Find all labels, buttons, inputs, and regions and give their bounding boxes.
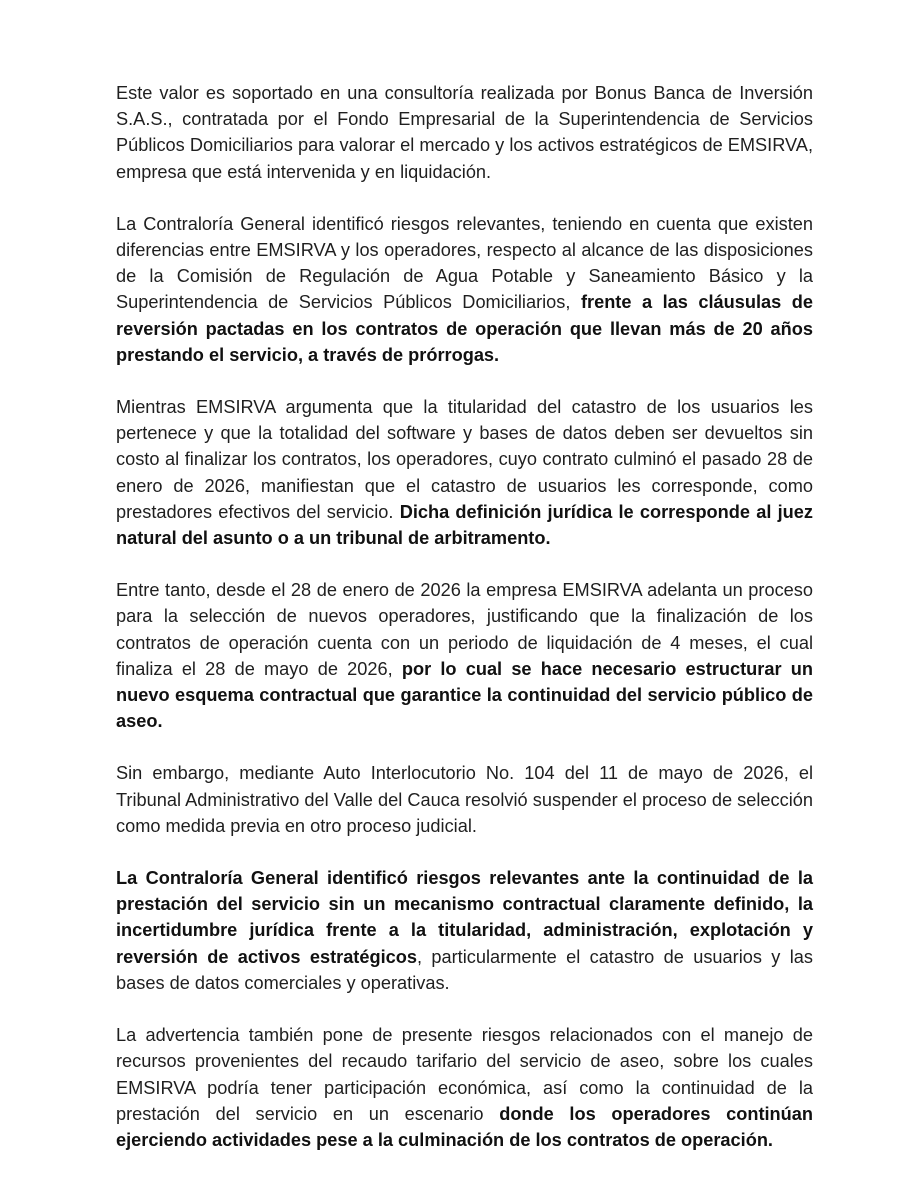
document-page — [116, 80, 813, 1179]
paragraph-text: Este valor es soportado en una consultoría realizada por Bonus Banca de Inversión S.A.S., contratada por el Fondo Empresarial de la Superintendencia de Servicios Públicos Domiciliarios para valorar el mercado y los activos estratégicos de EMSIRVA, empresa que está intervenida y en liquidación. — [116, 83, 813, 182]
paragraph-warning-resources — [116, 1022, 813, 1153]
paragraph-text: Sin embargo, mediante Auto Interlocutorio No. 104 del 11 de mayo de 2026, el Tribunal Administrativo del Valle del Cauca resolvió suspender el proceso de selección como medida previa en otro proceso judicial. — [116, 763, 813, 836]
paragraph-bold-text: Dicha definición jurídica le corresponde al juez natural del asunto o a un tribunal de arbitramento. — [116, 501, 813, 549]
paragraph-catastro-dispute — [116, 394, 813, 551]
paragraph-bold-text: La Contraloría General identificó riesgos relevantes ante la continuidad de la prestación del servicio sin un mecanismo contractual claramente definido, la incertidumbre jurídica frente a la titularidad, administración, explotación y reversión de activos estratégicos — [116, 868, 813, 967]
paragraph-bold-text: donde los operadores continúan ejerciendo actividades pese a la culminación de los contratos de operación. — [116, 1103, 813, 1150]
paragraph-tribunal-suspension — [116, 760, 813, 839]
paragraph-text: La advertencia también pone de presente riesgos relacionados con el manejo de recursos provenientes del recaudo tarifario del servicio de aseo, sobre los cuales EMSIRVA podría tener participación económica, así como la continuidad de la prestación del servicio en un escenario — [116, 1025, 813, 1124]
paragraph-text: Mientras EMSIRVA argumenta que la titularidad del catastro de los usuarios les pertenece y que la totalidad del software y bases de datos deben ser devueltos sin costo al finalizar los contratos, los operadores, cuyo contrato culminó el pasado 28 de enero de 2026, manifiestan que el catastro de usuarios les corresponde, como prestadores efectivos del servicio. — [116, 397, 813, 522]
paragraph-bold-text: frente a las cláusulas de reversión pactadas en los contratos de operación que llevan más de 20 años prestando el servicio, a través de prórrogas. — [116, 292, 813, 365]
paragraph-text: La Contraloría General identificó riesgos relevantes, teniendo en cuenta que existen diferencias entre EMSIRVA y los operadores, respecto al alcance de las disposiciones de la Comisión de Regulación de Agua Potable y Saneamiento Básico y la Superintendencia de Servicios Públicos Domiciliarios, — [116, 213, 813, 313]
paragraph-continuity-risks — [116, 865, 813, 996]
paragraph-new-operators — [116, 577, 813, 734]
paragraph-valuation — [116, 80, 813, 185]
paragraph-text: Entre tanto, desde el 28 de enero de 2026 la empresa EMSIRVA adelanta un proceso para la selección de nuevos operadores, justificando que la finalización de los contratos de operación cuenta con un periodo de liquidación de 4 meses, el cual finaliza el 28 de mayo de 2026, — [116, 580, 813, 679]
paragraph-bold-text: por lo cual se hace necesario estructurar un nuevo esquema contractual que garantice la continuidad del servicio público de aseo. — [116, 658, 813, 732]
paragraph-text: , particularmente el catastro de usuarios y las bases de datos comerciales y operativas. — [116, 946, 813, 993]
paragraph-risks-reversion — [116, 211, 813, 368]
